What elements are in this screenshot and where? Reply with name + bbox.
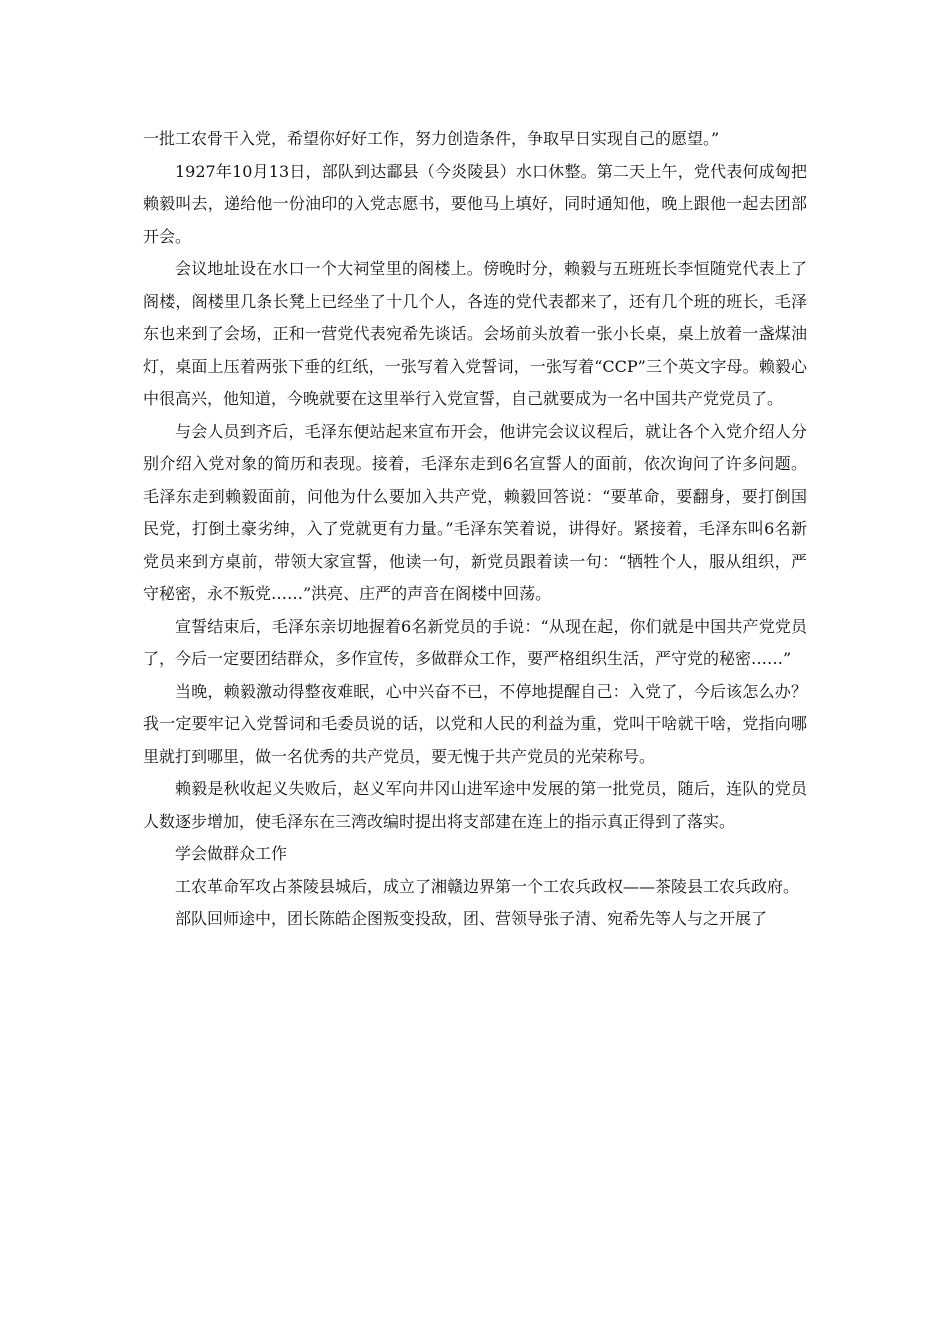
paragraph-return-march: 部队回师途中，团长陈皓企图叛变投敌，团、营领导张子清、宛希先等人与之开展了 (175, 909, 768, 928)
paragraph-continuation: 一批工农骨干入党，希望你好好工作，努力创造条件，争取早日实现自己的愿望。” (143, 129, 720, 148)
paragraph-that-night: 当晚，赖毅激动得整夜难眠，心中兴奋不已，不停地提醒自己：入党了，今后该怎么办？我一定要牢记入党誓词和毛委员说的话，以党和人民的利益为重，党叫干啥就干啥，党指向哪里就打到哪里，做一名优秀的共产党员，要无愧于共产党员的光荣称号。 (143, 681, 807, 766)
paragraph-first-party-members: 赖毅是秋收起义失败后，赵义军向井冈山进军途中发展的第一批党员，随后，连队的党员人数逐步增加，使毛泽东在三湾改编时提出将支部建在连上的指示真正得到了落实。 (143, 779, 807, 831)
paragraph-after-oath: 宣誓结束后，毛泽东亲切地握着6名新党员的手说：“从现在起，你们就是中国共产党党员了，今后一定要团结群众，多作宣传，多做群众工作，要严格组织生活，严守党的秘密……” (143, 616, 807, 668)
paragraph-shuikou-rest: 1927年10月13日，部队到达酃县（今炎陵县）水口休整。第二天上午，党代表何成匈把赖毅叫去，递给他一份油印的入党志愿书，要他马上填好，同时通知他，晚上跟他一起去团部开会。 (143, 161, 807, 246)
paragraph-oath-ceremony: 与会人员到齐后，毛泽东便站起来宣布开会，他讲完会议议程后，就让各个入党介绍人分别介绍入党对象的简历和表现。接着，毛泽东走到6名宣誓人的面前，依次询问了许多问题。毛泽东走到赖毅面前，问他为什么要加入共产党，赖毅回答说：“要革命，要翻身，要打倒国民党，打倒土豪劣绅，入了党就更有力量。”毛泽东笑着说，讲得好。紧接着，毛泽东叫6名新党员来到方桌前，带领大家宣誓，他读一句，新党员跟着读一句：“牺牲个人，服从组织，严守秘密，永不叛党……”洪亮、庄严的声音在阁楼中回荡。 (143, 421, 807, 603)
paragraph-chaling-government: 工农革命军攻占茶陵县城后，成立了湘赣边界第一个工农兵政权——茶陵县工农兵政府。 (175, 876, 800, 896)
paragraph-meeting-place: 会议地址设在水口一个大祠堂里的阁楼上。傍晚时分，赖毅与五班班长李恒随党代表上了阁楼，阁楼里几条长凳上已经坐了十几个人，各连的党代表都来了，还有几个班的班长，毛泽东也来到了会场，正和一营党代表宛希先谈话。会场前头放着一张小长桌，桌上放着一盏煤油灯，桌面上压着两张下垂的红纸，一张写着入党誓词，一张写着“CCP”三个英文字母。赖毅心中很高兴，他知道，今晚就要在这里举行入党宣誓，自己就要成为一名中国共产党党员了。 (143, 259, 807, 408)
section-heading: 学会做群众工作 (175, 844, 288, 863)
document-body (143, 123, 807, 936)
